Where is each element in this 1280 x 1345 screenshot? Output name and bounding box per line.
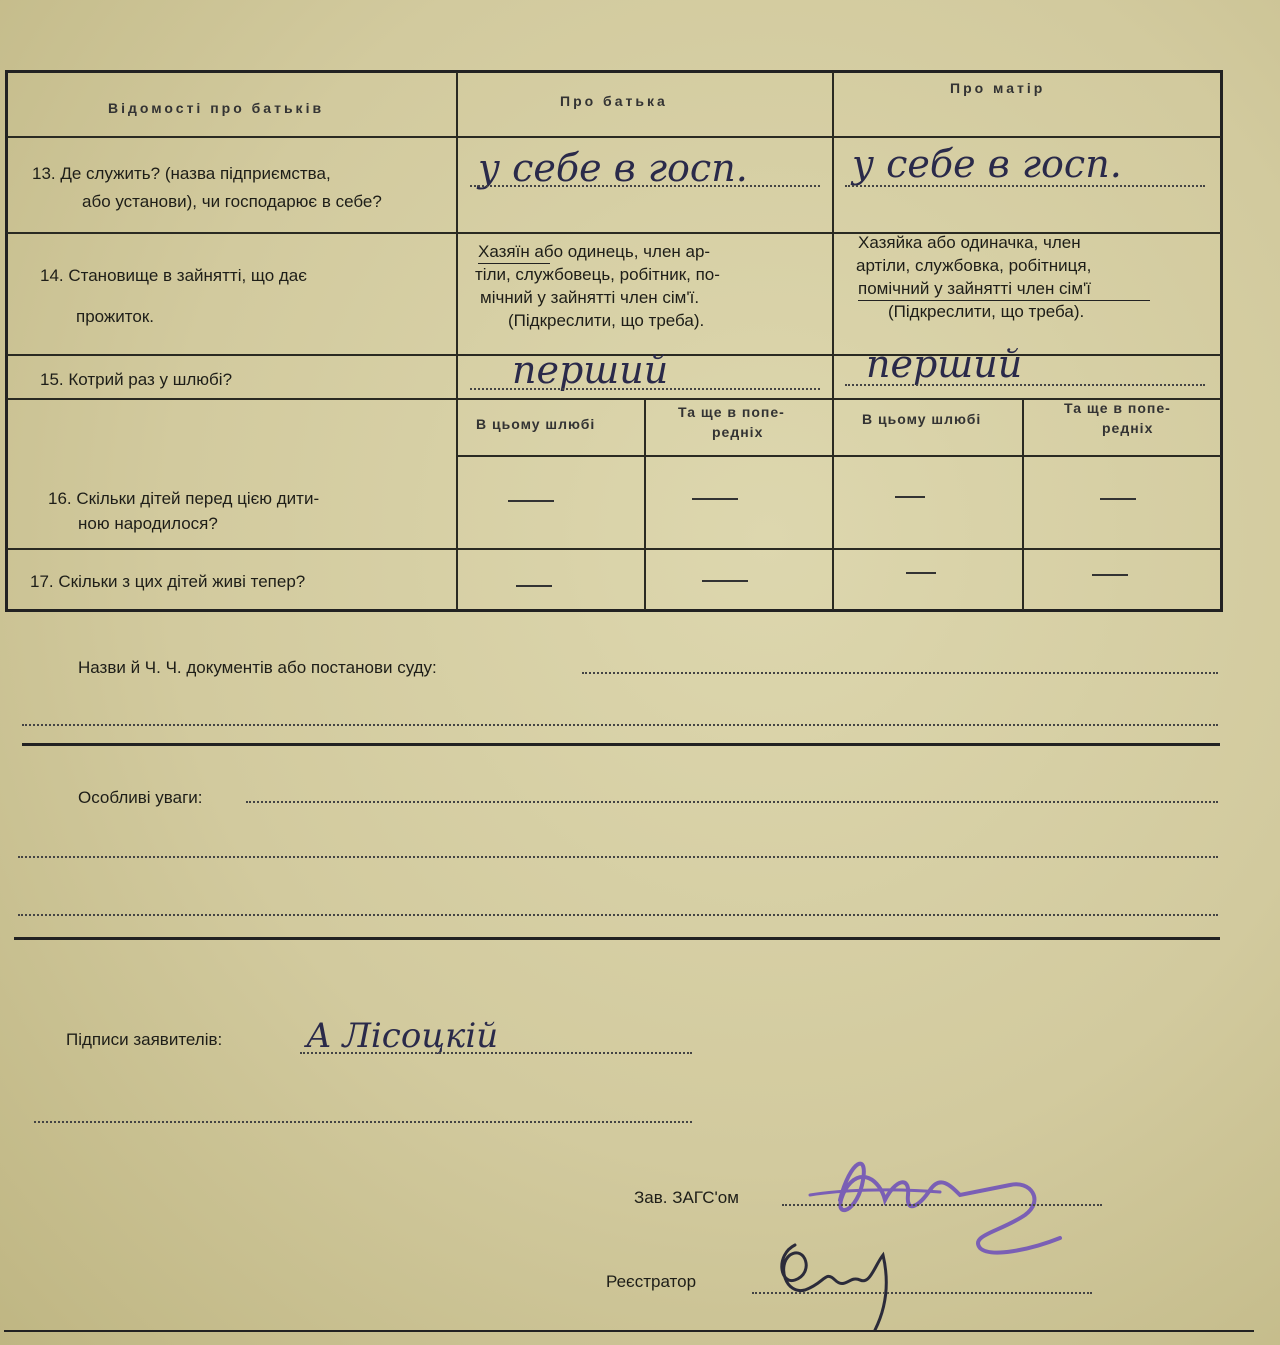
- father-previous-1: Та ще в попе-: [678, 404, 785, 420]
- q13-father-answer: у себе в госп.: [478, 146, 748, 190]
- mother-this-marriage: В цьому шлюбі: [862, 411, 982, 427]
- q17-dash: [702, 580, 748, 582]
- header-info: Відомості про батьків: [108, 100, 325, 116]
- remarks-line: [246, 801, 1218, 803]
- q13-line1: 13. Де служить? (назва підприємства,: [32, 164, 331, 183]
- mother-previous-2: редніх: [1102, 420, 1154, 436]
- q16-line2: ною народилося?: [78, 514, 218, 533]
- q13-line2: або установи), чи господарює в себе?: [82, 192, 382, 211]
- col-divider: [644, 398, 646, 610]
- col-divider: [832, 72, 834, 610]
- row-divider: [7, 398, 1221, 400]
- row-divider: [7, 548, 1221, 550]
- q16-dash: [1100, 498, 1136, 500]
- q13-father-line: [470, 185, 820, 187]
- q14-line2: прожиток.: [76, 307, 155, 326]
- q14-mother-options-4: (Підкреслити, що треба).: [888, 302, 1085, 321]
- section-rule: [14, 937, 1220, 940]
- col-divider: [1022, 398, 1024, 610]
- q14-mother-options-3: помічний у зайнятті член сім'ї: [858, 279, 1091, 298]
- remarks-line: [18, 856, 1218, 858]
- documents-label: Назви й Ч. Ч. документів або постанови суду:: [78, 658, 437, 677]
- header-father: Про батька: [560, 93, 668, 109]
- q17-label: 17. Скільки з цих дітей живі тепер?: [30, 572, 306, 591]
- q15-father-answer: перший: [512, 348, 669, 392]
- q17-dash: [1092, 574, 1128, 576]
- q17-dash: [516, 585, 552, 587]
- underline-mark: [478, 263, 550, 264]
- row-divider: [458, 455, 1221, 457]
- header-mother: Про матір: [950, 80, 1046, 96]
- head-line: [782, 1204, 1102, 1206]
- head-label: Зав. ЗАГС'ом: [634, 1188, 739, 1207]
- remarks-label: Особливі уваги:: [78, 788, 203, 807]
- q14-father-options-2: тіли, службовець, робітник, по-: [475, 265, 720, 284]
- q13-mother-answer: у себе в госп.: [852, 142, 1122, 186]
- section-rule: [22, 743, 1220, 746]
- q16-dash: [692, 498, 738, 500]
- registrar-label: Реєстратор: [606, 1272, 697, 1291]
- q17-dash: [906, 572, 936, 574]
- q13-mother-line: [845, 185, 1205, 187]
- q16-dash: [508, 500, 554, 502]
- mother-previous-1: Та ще в попе-: [1064, 400, 1171, 416]
- q15-mother-line: [845, 384, 1205, 386]
- father-previous-2: редніх: [712, 424, 764, 440]
- underline-mark: [858, 300, 1150, 301]
- applicants-label: Підписи заявителів:: [66, 1030, 223, 1049]
- q15-label: 15. Котрий раз у шлюбі?: [40, 370, 233, 389]
- documents-line: [582, 672, 1218, 674]
- q14-father-options-4: (Підкреслити, що треба).: [508, 311, 705, 330]
- q14-line1: 14. Становище в зайнятті, що дає: [40, 266, 307, 285]
- registrar-signature: [765, 1225, 915, 1335]
- applicants-line: [300, 1052, 692, 1054]
- q14-father-options-1: Хазяїн або одинець, член ар-: [478, 242, 711, 261]
- row-divider: [7, 136, 1221, 138]
- q16-line1: 16. Скільки дітей перед цією дити-: [48, 489, 320, 508]
- remarks-line: [18, 914, 1218, 916]
- q15-mother-answer: перший: [866, 342, 1023, 386]
- q14-father-options-3: мічний у зайнятті член сім'ї.: [480, 288, 700, 307]
- applicant-signature: А Лісоцкій: [306, 1016, 499, 1056]
- registrar-line: [752, 1292, 1092, 1294]
- q15-father-line: [470, 388, 820, 390]
- q14-mother-options-1: Хазяйка або одиначка, член: [858, 233, 1081, 252]
- q16-dash: [895, 496, 925, 498]
- col-divider: [456, 72, 458, 610]
- documents-line: [22, 724, 1218, 726]
- q14-mother-options-2: артіли, службовка, робітниця,: [856, 256, 1092, 275]
- applicants-line: [34, 1121, 692, 1123]
- father-this-marriage: В цьому шлюбі: [476, 416, 596, 432]
- bottom-rule: [4, 1330, 1254, 1332]
